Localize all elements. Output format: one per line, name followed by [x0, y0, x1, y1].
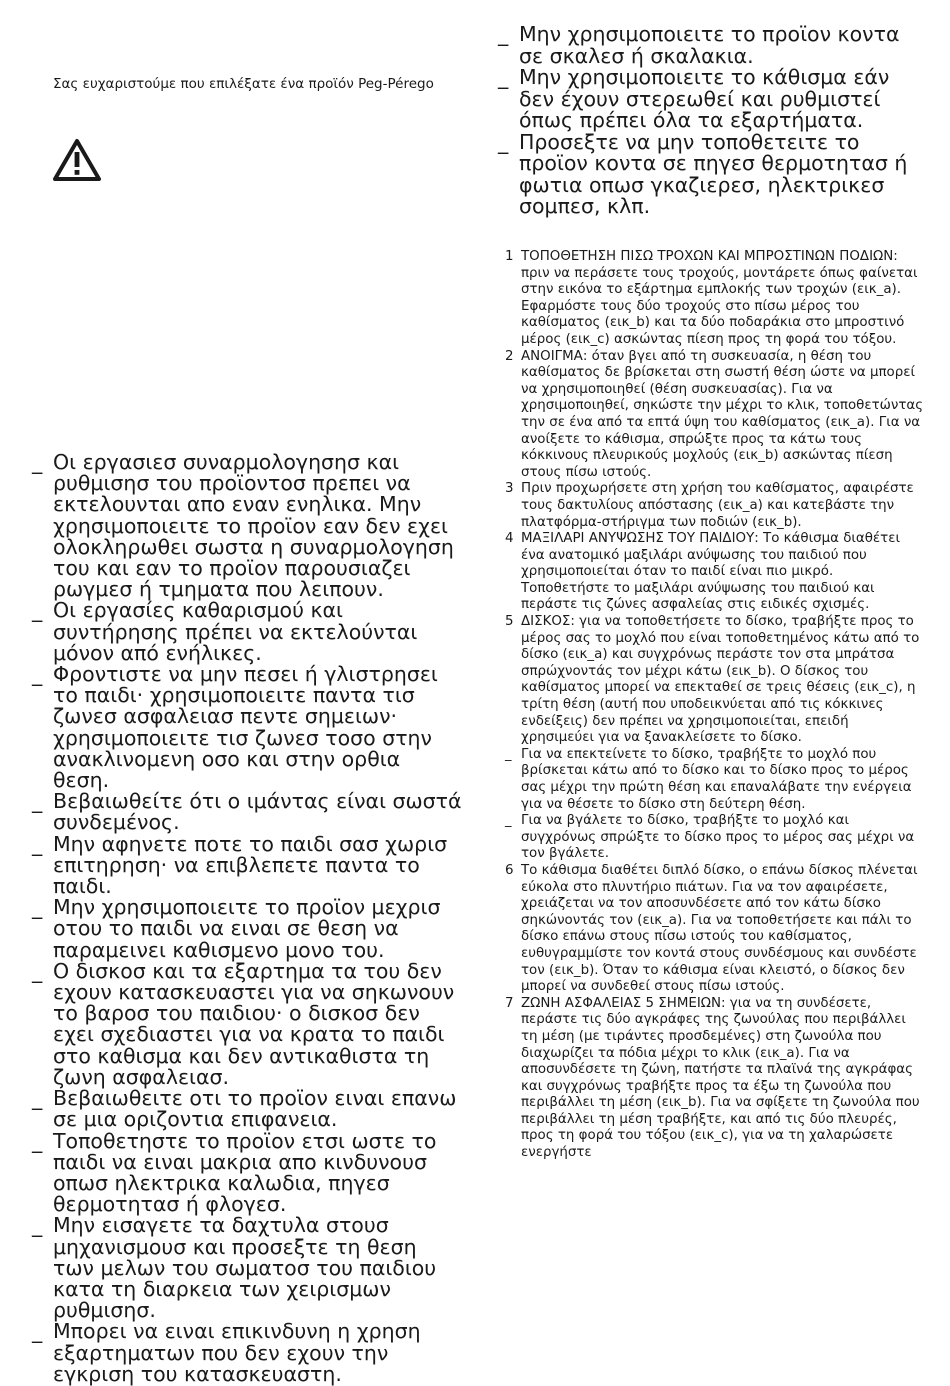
substep-marker: _ [505, 746, 512, 762]
instruction-step [500, 531, 925, 614]
warning-text: Μην εισαγετε τα δαχτυλα στουσ μηχανισμουσ και προσεξτε τη θεση των μελων του σωματοσ του παιδιου κατα τη διαρκεια των χειρισμων ρυθμισησ. [53, 1213, 437, 1323]
bullet-marker: _ [498, 129, 509, 154]
instruction-step [500, 614, 925, 747]
warning-item [32, 1128, 462, 1217]
bullet-marker: _ [32, 789, 43, 814]
step-number: 7 [505, 995, 514, 1011]
warning-text: Μην χρησιμοποιειτε το προϊον μεχρισ οτου το παιδι να ειναι σε θεση να παραμεινει καθισμενο μονο του. [53, 895, 441, 962]
bullet-marker: _ [32, 895, 43, 920]
warning-item [32, 897, 462, 961]
intro-text: Σας ευχαριστούμε που επιλέξατε ένα προϊόν Peg-Pérego [53, 76, 434, 92]
warning-item [498, 67, 923, 132]
instruction-step [500, 349, 925, 482]
bullet-marker: _ [32, 662, 43, 687]
step-text: ΤΟΠΟΘΕΤΗΣΗ ΠΙΣΩ ΤΡΟΧΩΝ ΚΑΙ ΜΠΡΟΣΤΙΝΩΝ ΠΟΔΙΩΝ: πριν να περάσετε τους τροχούς, μοντάρετε όπως φαίνεται στην εικόνα το εξάρτημα εμπλοκής των τροχών (εικ_a). Εφαρμόστε τους δύο τροχούς στο πίσω μέρος του καθίσματος (εικ_b) και τα δύο ποδαράκια στο μπροστινό μέρος (εικ_c) ασκώντας πίεση προς τη φορά του τόξου. [521, 249, 918, 347]
bullet-marker: _ [498, 65, 509, 89]
step-text: ΔΙΣΚΟΣ: για να τοποθετήσετε το δίσκο, τραβήξτε προς το μέρος σας το μοχλό που είναι τοποθετημένος κάτω από το δίσκο (εικ_a) και συγχρόνως περάστε τον στα μπράτσα σπρώχνοντάς τον μέχρι κάτω (εικ_b). Ο δίσκος του καθίσματος μπορεί να επεκταθεί σε τρεις θέσεις (εικ_c), η τρίτη θέση (αυτή που υποδεικνύεται από τις κόκκινες ενδείξεις) δεν πρέπει να χρησιμοποιείται, επειδή χρησιμεύει για να ξανακλείσετε το δίσκο. [521, 614, 920, 746]
warning-text: Τοποθετηστε το προϊον ετσι ωστε το παιδι να ειναι μακρια απο κινδυνουσ οπωσ ηλεκτρικα καλωδια, πηγεσ θερμοτητασ ή φλογεσ. [53, 1128, 437, 1217]
warning-item [32, 1215, 462, 1321]
warning-triangle-icon [52, 138, 102, 182]
warning-text: Μην χρησιμοποιειτε το κάθισμα εάν δεν έχουν στερεωθεί και ρυθμιστεί όπως πρέπει όλα τα εξαρτήματα. [519, 65, 890, 132]
warning-item [498, 24, 923, 67]
warning-text: Βεβαιωθειτε οτι το προϊον ειναι επανω σε μια οριζοντια επιφανεια. [53, 1086, 457, 1132]
step-text: Πριν προχωρήσετε στη χρήση του καθίσματος, αφαιρέστε τους δακτυλίους απόστασης (εικ_a) και κατεβάστε την πλατφόρμα-στήριγμα των ποδιών (εικ_b). [521, 481, 914, 530]
warning-item [32, 452, 462, 600]
right-warnings-list [498, 24, 923, 218]
bullet-marker: _ [32, 1213, 43, 1238]
bullet-marker: _ [32, 831, 43, 856]
bullet-marker: _ [32, 1319, 43, 1344]
step-text: ΑΝΟΙΓΜΑ: όταν βγει από τη συσκευασία, η θέση του καθίσματος δε βρίσκεται στη σωστή θέση ώστε να μπορεί να χρησιμοποιηθεί (θέση συσκευασίας). Για να χρησιμοποιηθεί, σηκώστε την μέχρι το κλικ, τοποθετώντας την σε ένα από τα επτά ύψη του καθίσματος (εικ_a). Για να ανοίξετε το κάθισμα, σπρώξτε προς τα κάτω τους κόκκινους πλευρικούς μοχλούς (εικ_b) ασκώντας πίεση στους πίσω ιστούς. [521, 348, 924, 480]
bullet-marker: _ [32, 450, 43, 474]
warning-text: Μην αφηνετε ποτε το παιδι σασ χωρισ επιτηρηση· να επιβλεπετε παντα το παιδι. [53, 831, 448, 899]
warning-text: Οι εργασίες καθαρισμού και συντήρησης πρέπει να εκτελούνται μόνον από ενήλικες. [53, 598, 418, 665]
warning-text: Ο δισκοσ και τα εξαρτημα τα του δεν εχουν κατασκευαστει για να σηκωνουν το βαροσ του παιδιου· ο δισκοσ δεν εχει σχεδιαστει για να κρατα το παιδι στο καθισμα και δεν αντικαθιστα τη ζωνη ασφαλειασ. [53, 958, 455, 1089]
warning-text: Φροντιστε να μην πεσει ή γλιστρησει το παιδι· χρησιμοποιειτε παντα τισ ζωνεσ ασφαλειασ πεντε σημειων· χρησιμοποιειτε τισ ζωνεσ τοσο στην ανακλινομενη οσο και στην ορθια θεση. [53, 662, 438, 793]
warning-item [32, 664, 462, 791]
warning-item [32, 1321, 462, 1385]
left-warnings-list [32, 452, 462, 1385]
step-text: Για να βγάλετε το δίσκο, τραβήξτε το μοχλό και συγχρόνως σπρώξτε το δίσκο προς το μέρος σας μέχρι να τον βγάλετε. [521, 813, 915, 862]
warning-item [32, 791, 462, 833]
step-text: Το κάθισμα διαθέτει διπλό δίσκο, ο επάνω δίσκος πλένεται εύκολα στο πλυντήριο πιάτων. Για να τον αφαιρέσετε, χρειάζεται να τον αποσυνδέσετε από τον κάτω δίσκο σηκώνοντάς τον (εικ_a). Για να τοποθετήσετε και πάλι το δίσκο επάνω στους πίσω ιστούς του καθίσματος, ευθυγραμμίστε τον κοντά στους συνδέσμους και συνδέστε τον (εικ_b). Όταν το κάθισμα είναι κλειστό, ο δίσκος δεν μπορεί να συνδεθεί στους πίσω ιστούς. [521, 862, 918, 995]
step-text: ΖΩΝΗ ΑΣΦΑΛΕΙΑΣ 5 ΣΗΜΕΙΩΝ: για να τη συνδέσετε, περάστε τις δύο αγκράφες της ζωνούλας που περιβάλλει τη μέση (με τιράντες προσδεμένες) στη ζωνούλα που διαχωρίζει τα πόδια μέχρι το κλικ (εικ_a). Για να αποσυνδέσετε τη ζώνη, πατήστε τα πλαϊνά της αγκράφας και συγχρόνως τραβήξτε προς τα έξω τη ζωνούλα που περιβάλλει τη μέση (εικ_b). Για να σφίξετε τη ζωνούλα που περιβάλλει τη μέση τραβήξτε, και από τις δύο πλευρές, προς τη φορά του τόξου (εικ_c), για να τη χαλαρώσετε ενεργήστε [521, 995, 920, 1161]
step-number: 6 [505, 862, 514, 878]
step-number: 4 [505, 531, 514, 547]
warning-item [32, 600, 462, 664]
instruction-substep [500, 747, 925, 813]
instruction-step [500, 863, 925, 996]
step-number: 3 [505, 481, 514, 497]
instruction-step [500, 996, 925, 1162]
instruction-step [500, 481, 925, 531]
warning-text: Οι εργασιεσ συναρμολογησησ και ρυθμισησ του προϊοντοσ πρεπει να εκτελουνται απο εναν ενηλικα. Μην χρησιμοποιειτε το προϊον εαν δεν εχει ολοκληρωθει σωστα η συναρμολογηση του και εαν το προϊον παρουσιαζει ρωγμεσ ή τμηματα που λειπουν. [53, 450, 454, 602]
warning-item [32, 958, 462, 1089]
warning-text: Προσεξτε να μην τοποθετειτε το προϊον κοντα σε πηγεσ θερμοτητασ ή φωτια οπωσ γκαζιερεσ, ηλεκτρικεσ σομπεσ, κλπ. [519, 129, 908, 218]
step-number: 2 [505, 348, 514, 364]
warning-text: Μην χρησιμοποιειτε το προϊον κοντα σε σκαλεσ ή σκαλακια. [519, 22, 900, 68]
bullet-marker: _ [32, 1086, 43, 1111]
bullet-marker: _ [32, 1128, 43, 1153]
warning-text: Μπορει να ειναι επικινδυνη η χρηση εξαρτηματων που δεν εχουν την εγκριση του κατασκευαστη. [53, 1319, 421, 1386]
bullet-marker: _ [32, 598, 43, 623]
warning-item [498, 129, 923, 218]
warning-item [32, 831, 462, 899]
bullet-marker: _ [498, 22, 509, 46]
warning-text: Βεβαιωθείτε ότι ο ιμάντας είναι σωστά συνδεμένος. [53, 789, 462, 835]
substep-marker: _ [505, 813, 512, 829]
step-number: 1 [505, 249, 514, 264]
instruction-substep [500, 813, 925, 863]
bullet-marker: _ [32, 958, 43, 983]
instruction-step [500, 249, 925, 349]
step-text: Για να επεκτείνετε το δίσκο, τραβήξτε το μοχλό που βρίσκεται κάτω από το δίσκο και το δίσκο προς το μέρος σας μέχρι την πρώτη θέση και επαναλάβατε την ενέργεια για να θέσετε το δίσκο στη δεύτερη θέση. [521, 746, 912, 812]
instruction-steps-list [500, 249, 925, 1162]
step-number: 5 [505, 614, 514, 630]
warning-item [32, 1088, 462, 1130]
step-text: ΜΑΞΙΛΑΡΙ ΑΝΥΨΩΣΗΣ ΤΟΥ ΠΑΙΔΙΟΥ: Το κάθισμα διαθέτει ένα ανατομικό μαξιλάρι ανύψωσης του παιδιού που χρησιμοποιείται όταν το παιδί είναι πιο μικρό. Τοποθετήστε το μαξιλάρι ανύψωσης του παιδιού και περάστε τις ζώνες ασφαλείας στις ειδικές σχισμές. [521, 531, 901, 613]
